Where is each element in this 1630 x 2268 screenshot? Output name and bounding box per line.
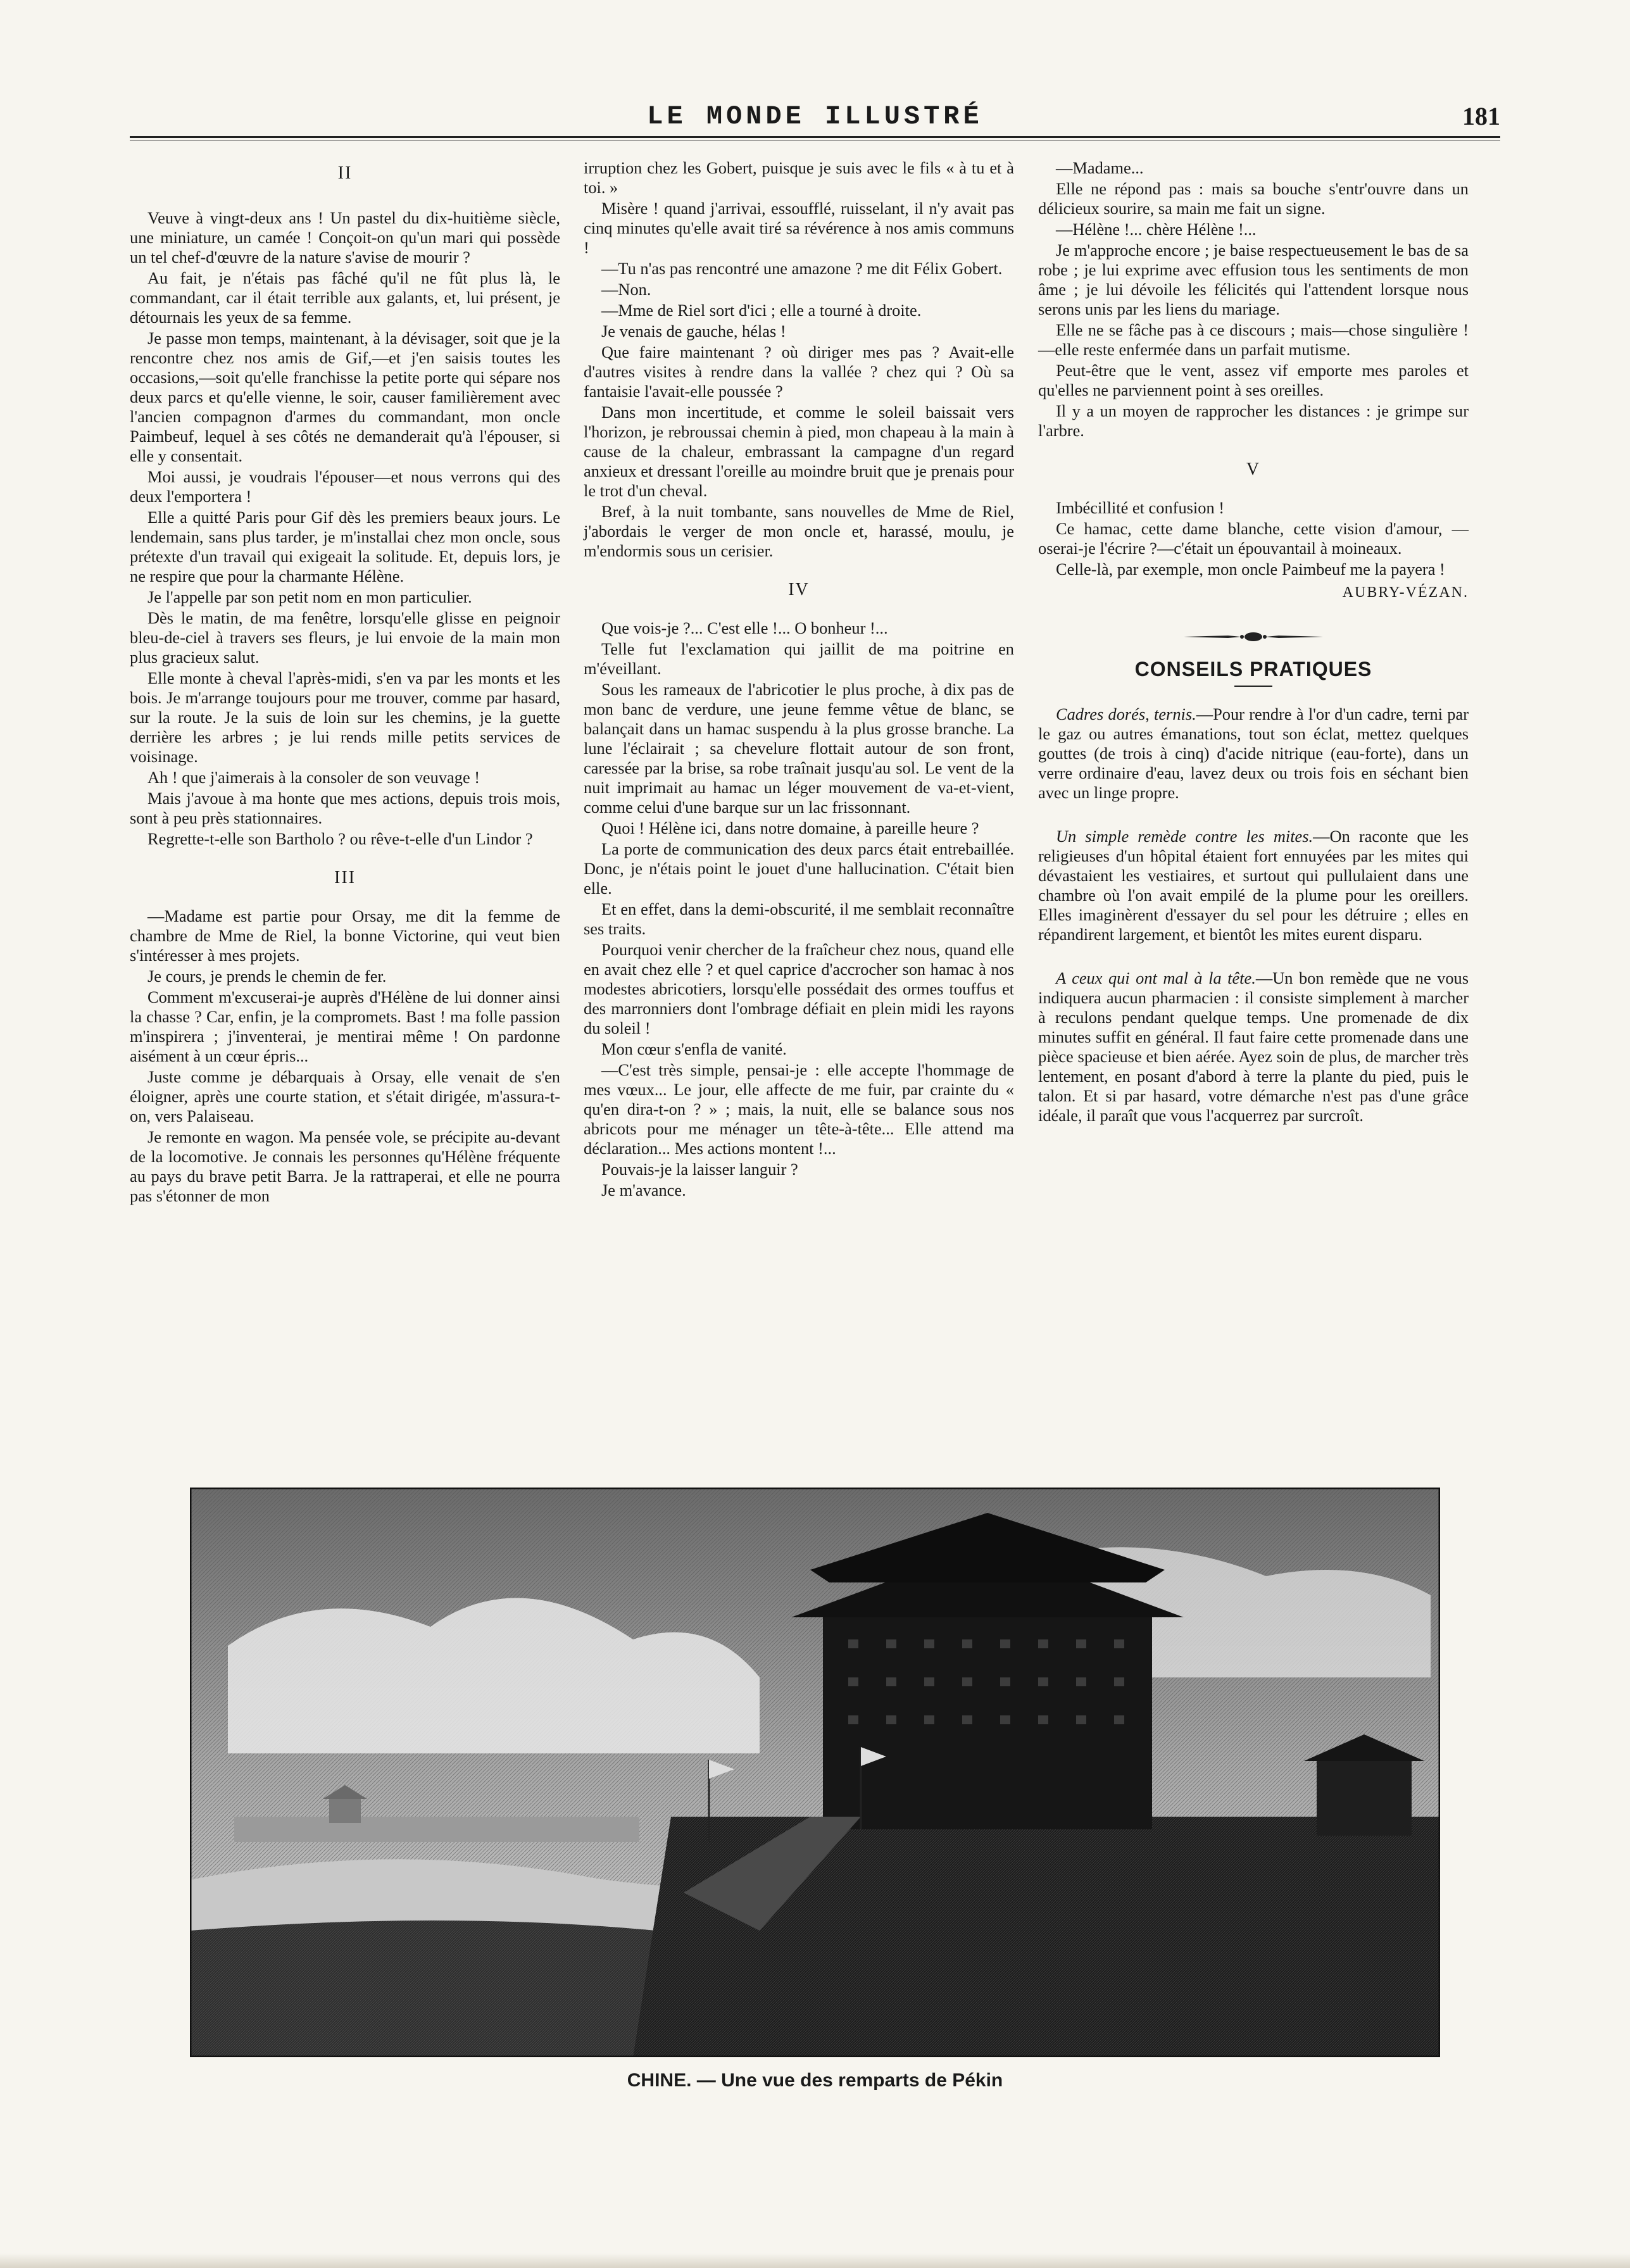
paragraph: Et en effet, dans la demi-obscurité, il me semblait reconnaître ses traits. [584,899,1014,938]
paragraph: Que faire maintenant ? où diriger mes pas ? Avait-elle d'autres visites à rendre dans la vallée ? chez qui ? Où sa fantaisie l'avait-elle poussée ? [584,342,1014,401]
chapter-ii-text [130,208,560,849]
paragraph: Peut-être que le vent, assez vif emporte mes paroles et qu'elles ne parviennent point à ses oreilles. [1038,361,1469,399]
chapter-iv-continued [1038,158,1469,441]
column-3 [1038,158,1469,1127]
paragraph: Je m'approche encore ; je baise respectueusement le bas de sa robe ; je lui exprime avec effusion tous les sentiments de mon âme ; je lui dévoile les félicités qui l'attendent lorsque nous serons unis par les liens du mariage. [1038,241,1469,318]
paragraph: La porte de communication des deux parcs était entrebaillée. Donc, je n'étais point le jouet d'une hallucination. C'était bien elle. [584,839,1014,898]
paragraph: Mais j'avoue à ma honte que mes actions, depuis trois mois, sont à peu près stationnaires. [130,789,560,827]
tip-title: Un simple remède contre les mites. [1056,827,1313,846]
chapter-heading-iii: III [334,868,356,887]
paragraph: Elle monte à cheval l'après-midi, s'en va par les monts et les bois. Je m'arrange toujours pour me trouver, comme par hasard, sur la route. Je la suis de loin sur les chemins, je la guette derrière les arbres ; je lui rends mille petits services de voisinage. [130,668,560,766]
paragraph: Je passe mon temps, maintenant, à la dévisager, soit que je la rencontre chez nos amis de Gif,—et j'en saisis toutes les occasions,—soit qu'elle franchisse la petite porte qui sépare nos deux parcs et qu'elle vienne, le soir, causer familièrement avec l'ancien compagnon d'armes du commandant, mon oncle Paimbeuf, lequel à ses côtés ne demanderait qu'à l'épouser, si elle y consentait. [130,329,560,465]
tip-body: —Un bon remède que ne vous indiquera aucun pharmacien : il consiste simplement à marcher à reculons pendant quelque temps. Une promenade de dix minutes suffit en général. Il faut faire cette promenade dans une pièce spacieuse et bien aérée. Ayez soin de plus, de marcher très lentement, en posant d'abord à terre la plante du pied, puis le talon. Et si par hasard, votre démarche n'est pas d'une grâce idéale, il paraît que vous l'acquerrez par surcroît. [1038,968,1469,1125]
masthead [130,101,1500,139]
paragraph: Au fait, je n'étais pas fâché qu'il ne fût plus là, le commandant, car il était terrible aux galants, et, lui présent, je détournais les yeux de sa femme. [130,268,560,327]
paragraph: Sous les rameaux de l'abricotier le plus proche, à dix pas de mon banc de verdure, une jeune femme vêtue de blanc, se balançait dans un hamac suspendu à la plus grosse branche. La lune l'éclairait ; sa chevelure flottait autour de son front, caressée par la brise, sa robe traînait jusqu'au sol. Le vent de la nuit imprimait au hamac un léger mouvement de va-et-vient, comme celui d'une barque sur un lac frissonnant. [584,680,1014,817]
tip-item [1038,827,1469,944]
tip-item [1038,705,1469,803]
ornament-divider-icon [1038,628,1469,641]
chapter-v-text [1038,498,1469,579]
paragraph: —Madame est partie pour Orsay, me dit la femme de chambre de Mme de Riel, la bonne Victorine, qui veut bien s'intéresser à mes projets. [130,906,560,965]
tip-title: A ceux qui ont mal à la tête. [1056,968,1256,987]
tip-spacer [1038,946,1469,968]
tip-body: —Pour rendre à l'or d'un cadre, terni par le gaz ou autres émanations, tout son éclat, mettez quelques gouttes (de trois à cinq) d'acide nitrique (eau-forte), dans un verre ordinaire d'eau, lavez deux ou trois fois en séchant bien avec un linge propre. [1038,705,1469,802]
paragraph: Dès le matin, de ma fenêtre, lorsqu'elle glisse en peignoir bleu-de-ciel à travers ses fleurs, je lui envoie de la main mon plus gracieux salut. [130,608,560,667]
chapter-iii-text [130,906,560,1206]
author-signature: AUBRY-VÉZAN. [1342,584,1469,601]
paragraph: Moi aussi, je voudrais l'épouser—et nous verrons qui des deux l'emportera ! [130,467,560,506]
paragraph: Comment m'excuserai-je auprès d'Hélène de lui donner ainsi la chasse ? Car, enfin, je la compromets. Bast ! ma folle passion m'inspirera ; j'inventerai, je mentirai même ! On pardonne aisément à un cœur épris... [130,987,560,1065]
paragraph: —Mme de Riel sort d'ici ; elle a tourné à droite. [601,301,922,320]
paragraph: Que vois-je ?... C'est elle !... O bonheur !... [601,618,888,637]
tip-spacer [1038,804,1469,827]
paragraph: Quoi ! Hélène ici, dans notre domaine, à pareille heure ? [601,818,979,837]
paragraph: Imbécillité et confusion ! [1056,498,1225,517]
paragraph: Veuve à vingt-deux ans ! Un pastel du dix-huitième siècle, une miniature, un camée ! Conçoit-on qu'un mari qui possède un tel chef-d'œuvre de la nature s'avise de mourir ? [130,208,560,266]
paragraph: Je l'appelle par son petit nom en mon particulier. [147,587,472,606]
paragraph: Regrette-t-elle son Bartholo ? ou rêve-t-elle d'un Lindor ? [147,829,533,848]
paragraph: Je cours, je prends le chemin de fer. [147,967,387,986]
chapter-heading-iv: IV [788,580,810,599]
section-title: CONSEILS PRATIQUES [1134,658,1372,680]
paragraph: Celle-là, par exemple, mon oncle Paimbeuf me la payera ! [1056,560,1445,579]
paragraph: Elle ne répond pas : mais sa bouche s'entr'ouvre dans un délicieux sourire, sa main me fait un signe. [1038,179,1469,218]
paragraph: Bref, à la nuit tombante, sans nouvelles de Mme de Riel, j'abordais le verger de mon oncle et, harassé, moulu, je m'endormis sous un cerisier. [584,502,1014,560]
chapter-heading-ii: II [337,163,353,183]
paragraph: Pouvais-je la laisser languir ? [601,1160,798,1179]
paragraph: irruption chez les Gobert, puisque je suis avec le fils « à tu et à toi. » [584,158,1014,197]
column-2 [584,158,1014,1201]
paragraph: —Madame... [1056,158,1144,177]
column-1 [130,158,560,1207]
paragraph: Mon cœur s'enfla de vanité. [601,1039,787,1058]
engraving-illustration [190,1488,1440,2057]
newspaper-title: LE MONDE ILLUSTRÉ [647,101,983,132]
paragraph: Je remonte en wagon. Ma pensée vole, se précipite au-devant de la locomotive. Je connais les personnes qu'Hélène fréquente au pays du brave petit Barra. Je la rattraperai, et elle ne pourra pas s'étonner de mon [130,1127,560,1205]
paragraph: —Hélène !... chère Hélène !... [1056,220,1257,239]
tip-body: —On raconte que les religieuses d'un hôpital étaient fort ennuyées par les mites qui dévastaient les vestiaires, et surtout qui pullulaient dans une chambre où l'on avait empilé de la plume pour les oreillers. Elles imaginèrent d'essayer du sel pour les détruire ; elles en répandirent largement, et bientôt les mites eurent disparu. [1038,827,1469,944]
paragraph: Elle a quitté Paris pour Gif dès les premiers beaux jours. Le lendemain, sans plus tarder, je m'installai chez mon oncle, sous prétexte d'un travail qui exigeait la solitude. Et, depuis lors, je ne respire que pour la charmante Hélène. [130,508,560,586]
paragraph: Juste comme je débarquais à Orsay, elle venait de s'en éloigner, après une courte station, et s'était dirigée, m'assura-t-on, vers Palaiseau. [130,1067,560,1125]
paragraph: Je venais de gauche, hélas ! [601,322,786,341]
paragraph: Misère ! quand j'arrivai, essoufflé, ruisselant, il n'y avait pas cinq minutes qu'elle avait tiré sa révérence à nos amis communs ! [584,199,1014,257]
chapter-heading-v: V [1246,460,1261,479]
paragraph: Telle fut l'exclamation qui jaillit de ma poitrine en m'éveillant. [584,639,1014,678]
paragraph: Elle ne se fâche pas à ce discours ; mais—chose singulière !—elle reste enfermée dans un parfait mutisme. [1038,320,1469,359]
chapter-iii-continued [584,158,1014,561]
page-bottom-edge [0,2253,1630,2268]
paragraph: —C'est très simple, pensai-je : elle accepte l'hommage de mes vœux... Le jour, elle affecte de me fuir, par crainte du « qu'en dira-t-on ? » ; mais, la nuit, elle se balance sous nos abricots pour me ménager un tête-à-tête... Elle attend ma déclaration... Mes actions montent !... [584,1060,1014,1158]
peking-ramparts-engraving [190,1488,1440,2057]
paragraph: —Tu n'as pas rencontré une amazone ? me dit Félix Gobert. [601,259,1003,278]
paragraph: Ce hamac, cette dame blanche, cette vision d'amour, —oserai-je l'écrire ?—c'était un épouvantail à moineaux. [1038,519,1469,558]
paragraph: Ah ! que j'aimerais à la consoler de son veuvage ! [147,768,480,787]
paragraph: Dans mon incertitude, et comme le soleil baissait vers l'horizon, je rebroussai chemin à pied, mon chapeau à la main à cause de la chaleur, embrassant la campagne d'un regard anxieux et dressant l'oreille au moindre bruit que je prenais pour le trot d'un cheval. [584,403,1014,500]
illustration-caption: CHINE. — Une vue des remparts de Pékin [627,2070,1003,2091]
chapter-iv-text [584,618,1014,1200]
paragraph: Je m'avance. [601,1181,686,1200]
header-rule [130,136,1500,138]
tip-title: Cadres dorés, ternis. [1056,705,1196,724]
paragraph: —Non. [601,280,651,299]
paragraph: Il y a un moyen de rapprocher les distances : je grimpe sur l'arbre. [1038,401,1469,440]
page-number: 181 [1462,102,1500,130]
section-title-rule [1234,686,1272,687]
paragraph: Pourquoi venir chercher de la fraîcheur chez nous, quand elle en avait chez elle ? et quel caprice d'accrocher son hamac à nos modestes abricotiers, lorsqu'elle possédait des ormes touffus et des marronniers dont l'ombrage défiait en plein midi les rayons du soleil ! [584,940,1014,1037]
tip-item [1038,968,1469,1125]
